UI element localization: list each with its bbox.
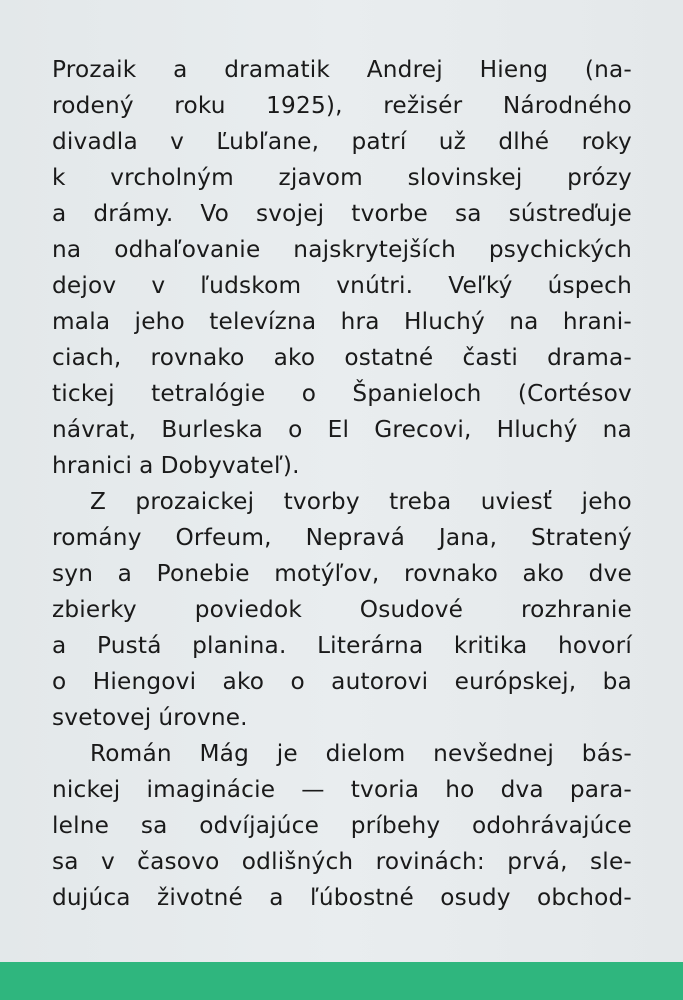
text-line: ciach, rovnako ako ostatné časti drama-: [52, 344, 632, 371]
text-line: dejov v ľudskom vnútri. Veľký úspech: [52, 272, 632, 299]
text-line: na odhaľovanie najskrytejších psychických: [52, 236, 632, 263]
text-line: dujúca životné a ľúbostné osudy obchod-: [52, 884, 632, 911]
text-line: a drámy. Vo svojej tvorbe sa sústreďuje: [52, 200, 632, 227]
text-line: mala jeho televízna hra Hluchý na hrani-: [52, 308, 632, 335]
text-line: Prozaik a dramatik Andrej Hieng (na-: [52, 56, 632, 83]
text-line: zbierky poviedok Osudové rozhranie: [52, 596, 632, 623]
text-line: návrat, Burleska o El Grecovi, Hluchý na: [52, 416, 632, 443]
text-line: lelne sa odvíjajúce príbehy odohrávajúce: [52, 812, 632, 839]
text-line: Z prozaickej tvorby treba uviesť jeho: [90, 488, 632, 515]
text-line: tickej tetralógie o Španieloch (Cortésov: [52, 380, 632, 407]
body-text: [52, 52, 632, 916]
text-line: divadla v Ľubľane, patrí už dlhé roky: [52, 128, 632, 155]
text-line: rodený roku 1925), režisér Národného: [52, 92, 632, 119]
text-line: k vrcholným zjavom slovinskej prózy: [52, 164, 632, 191]
text-line: a Pustá planina. Literárna kritika hovorí: [52, 632, 632, 659]
text-line: romány Orfeum, Nepravá Jana, Stratený: [52, 524, 632, 551]
text-line: o Hiengovi ako o autorovi európskej, ba: [52, 668, 632, 695]
text-line: Román Mág je dielom nevšednej bás-: [90, 740, 632, 767]
text-line: syn a Ponebie motýľov, rovnako ako dve: [52, 560, 632, 587]
cover-edge-band: [0, 962, 683, 1000]
text-line: nickej imaginácie — tvoria ho dva para-: [52, 776, 632, 803]
text-line: hranici a Dobyvateľ).: [52, 452, 300, 479]
text-line: svetovej úrovne.: [52, 704, 248, 731]
text-line: sa v časovo odlišných rovinách: prvá, sle-: [52, 848, 632, 875]
